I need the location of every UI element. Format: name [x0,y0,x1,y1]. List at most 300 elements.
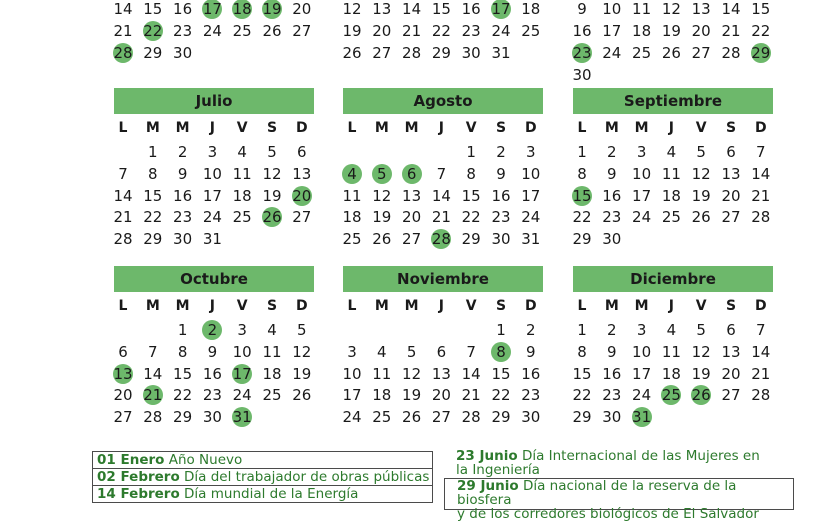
calendar-day: 3 [636,321,647,339]
month-title: Julio [114,88,314,114]
weekday-label: D [295,298,308,314]
calendar-day: 28 [461,408,481,427]
holiday-entry [92,485,433,503]
calendar-day: 29 [143,44,163,62]
calendar-day: 18 [661,186,681,205]
calendar-day: 29 [461,230,481,249]
calendar-day: 6 [118,342,128,361]
calendar-day: 23 [521,386,541,405]
weekday-label: L [347,120,357,136]
calendar-day: 19 [372,208,392,227]
calendar-day: 14 [402,0,422,18]
calendar-day: 29 [572,230,592,249]
calendar-day: 1 [148,143,158,161]
calendar-day: 18 [262,364,282,383]
calendar-day: 29 [173,408,193,427]
calendar-day: 19 [691,186,711,205]
calendar-day: 26 [402,408,422,427]
calendar-day: 4 [237,143,247,161]
calendar-day: 30 [602,230,622,249]
holiday-day: 26 [262,208,282,227]
calendar-day: 16 [491,186,511,205]
holiday-date: 01 Enero [97,452,165,468]
calendar-day: 2 [496,143,506,161]
calendar-day: 23 [602,208,622,227]
weekday-label: S [495,298,507,314]
calendar-day: 28 [143,408,163,427]
calendar-day: 9 [607,342,617,361]
calendar-day: 25 [632,44,652,62]
weekday-label: D [754,298,767,314]
calendar-day: 11 [232,164,252,183]
calendar-day: 20 [292,0,312,18]
calendar-day: 14 [461,364,481,383]
calendar-day: 24 [521,208,541,227]
weekday-label: M [604,120,619,136]
calendar-day: 6 [726,143,736,161]
holiday-date: 29 Junio [457,478,519,494]
weekday-label: M [404,120,419,136]
calendar-day: 16 [173,0,193,18]
calendar-day: 17 [202,186,222,205]
calendar-day: 15 [431,0,451,18]
calendar-day: 4 [666,143,677,161]
calendar-day: 26 [262,22,282,40]
calendar-day: 10 [632,164,652,183]
calendar-day: 17 [632,186,652,205]
calendar-day: 27 [113,408,133,427]
holiday-day: 26 [691,386,711,405]
calendar-day: 26 [661,44,681,62]
weekday-label: J [209,120,215,136]
weekday-label: D [524,298,537,314]
calendar-day: 7 [148,342,158,361]
calendar-day: 1 [577,321,587,339]
holiday-day: 17 [202,0,222,18]
calendar-day: 24 [491,22,511,40]
holiday-entry [456,449,786,477]
calendar-day: 24 [632,208,652,227]
calendar-day: 3 [347,342,357,361]
calendar-day: 14 [721,0,741,18]
calendar-day: 20 [372,22,392,40]
calendar-day: 9 [607,164,617,183]
calendar-day: 8 [466,164,476,183]
calendar-day: 7 [756,143,766,161]
calendar-day: 20 [721,364,741,383]
calendar-day: 13 [292,164,312,183]
weekday-label: L [577,120,587,136]
calendar-day: 20 [431,386,451,405]
calendar-day: 13 [431,364,451,383]
calendar-day: 25 [342,230,362,249]
calendar-day: 8 [577,164,587,183]
weekday-label: L [577,298,587,314]
calendar-day: 16 [173,186,193,205]
calendar-day: 22 [461,208,481,227]
calendar-day: 15 [173,364,193,383]
calendar-day: 27 [292,22,312,40]
holiday-day: 21 [143,386,163,405]
calendar-day: 21 [402,22,422,40]
calendar-day: 21 [113,208,133,227]
calendar-day: 9 [526,342,536,361]
calendar-day: 22 [751,22,771,40]
calendar-day: 30 [521,408,541,427]
calendar-day: 18 [661,364,681,383]
calendar-day: 13 [721,342,741,361]
calendar-day: 3 [207,143,218,161]
calendar-day: 24 [632,386,652,405]
calendar-day: 27 [721,386,741,405]
calendar-day: 14 [113,0,133,18]
calendar-day: 29 [572,408,592,427]
weekday-label: M [374,298,389,314]
calendar-day: 22 [143,208,163,227]
calendar-day: 30 [173,230,193,249]
calendar-day: 13 [691,0,711,18]
weekday-label: J [438,120,444,136]
weekday-label: D [295,120,308,136]
weekday-label: V [236,298,248,314]
holiday-day: 2 [202,320,222,340]
calendar-day: 14 [143,364,163,383]
calendar-day: 24 [202,208,222,227]
holiday-day: 8 [491,342,511,362]
calendar-day: 23 [202,386,222,405]
calendar-day: 18 [372,386,392,405]
calendar-day: 28 [113,230,133,249]
calendar-day: 20 [402,208,422,227]
calendar-day: 28 [751,208,771,227]
calendar-day: 30 [491,230,511,249]
calendar-day: 23 [602,386,622,405]
weekday-label: M [634,120,649,136]
calendar-day: 24 [602,44,622,62]
calendar-day: 21 [751,186,771,205]
calendar-day: 27 [402,230,422,249]
calendar-day: 8 [148,164,158,183]
calendar-day: 3 [636,143,647,161]
calendar-day: 9 [577,0,587,18]
holiday-entry [92,468,433,486]
calendar-day: 10 [342,364,362,383]
weekday-label: V [465,298,477,314]
calendar-day: 25 [372,408,392,427]
weekday-label: V [465,120,477,136]
calendar-day: 20 [113,386,133,405]
holiday-day: 5 [372,164,392,184]
calendar-day: 10 [632,342,652,361]
calendar-day: 28 [721,44,741,62]
calendar-day: 5 [696,321,706,339]
calendar-day: 6 [726,321,736,339]
weekday-label: J [209,298,215,314]
weekday-label: L [118,120,128,136]
calendar-day: 1 [466,143,476,161]
calendar-day: 22 [572,386,592,405]
weekday-label: S [266,298,278,314]
calendar-day: 14 [113,186,133,205]
weekday-label: M [145,298,160,314]
month-title: Agosto [343,88,543,114]
calendar-day: 23 [491,208,511,227]
weekday-label: L [118,298,128,314]
calendar-day: 26 [342,44,362,62]
calendar-day: 16 [521,364,541,383]
calendar-day: 15 [143,0,163,18]
holiday-day: 6 [402,164,422,184]
calendar-day: 30 [173,44,193,62]
calendar-day: 7 [118,164,128,183]
calendar-day: 13 [372,0,392,18]
calendar-day: 11 [372,364,392,383]
calendar-day: 19 [402,386,422,405]
calendar-day: 29 [491,408,511,427]
calendar-day: 22 [431,22,451,40]
calendar-day: 5 [267,143,277,161]
calendar-day: 11 [661,164,681,183]
calendar-day: 13 [402,186,422,205]
calendar-day: 4 [666,321,677,339]
calendar-day: 15 [461,186,481,205]
calendar-day: 25 [661,208,681,227]
calendar-day: 17 [632,364,652,383]
calendar-day: 30 [572,66,592,84]
calendar-day: 19 [292,364,312,383]
holiday-entry [444,478,794,522]
calendar-day: 17 [342,386,362,405]
holiday-day: 13 [113,364,133,383]
calendar-day: 1 [496,321,506,339]
calendar-day: 2 [526,321,536,339]
calendar-day: 25 [232,208,252,227]
calendar-day: 12 [402,364,422,383]
calendar-day: 11 [262,342,282,361]
holiday-name: Día mundial de la Energía [184,486,359,502]
calendar-day: 27 [691,44,711,62]
calendar-day: 11 [661,342,681,361]
calendar-day: 21 [721,22,741,40]
calendar-day: 12 [342,0,362,18]
calendar-day: 17 [521,186,541,205]
holiday-entry [92,451,433,469]
calendar-day: 17 [602,22,622,40]
calendar-day: 27 [721,208,741,227]
calendar-day: 26 [372,230,392,249]
weekday-label: M [404,298,419,314]
calendar-day: 5 [297,321,307,339]
weekday-label: J [438,298,444,314]
calendar-day: 16 [572,22,592,40]
calendar-day: 27 [292,208,312,227]
holiday-name-line2: la Ingeniería [456,462,540,478]
calendar-day: 28 [402,44,422,62]
calendar-day: 15 [143,186,163,205]
calendar-day: 24 [342,408,362,427]
holiday-date: 14 Febrero [97,486,180,502]
holiday-day: 22 [143,22,163,40]
holiday-day: 29 [751,44,771,62]
calendar-day: 11 [342,186,362,205]
holiday-name-line2: y de los corredores biológicos de El Salvador [457,506,759,522]
weekday-label: V [695,298,707,314]
calendar-day: 8 [177,342,188,361]
calendar-day: 11 [632,0,652,18]
calendar-day: 9 [177,164,188,183]
calendar-day: 19 [661,22,681,40]
weekday-label: S [266,120,278,136]
calendar-day: 19 [691,364,711,383]
calendar-day: 16 [202,364,222,383]
calendar-day: 24 [202,22,222,40]
calendar-day: 31 [202,230,222,249]
calendar-day: 2 [607,143,617,161]
calendar-day: 14 [751,342,771,361]
weekday-label: D [754,120,767,136]
calendar-day: 9 [496,164,506,183]
calendar-day: 18 [521,0,541,18]
calendar-day: 12 [691,164,711,183]
calendar-day: 6 [297,143,307,161]
calendar-day: 24 [232,386,252,405]
calendar-day: 19 [342,22,362,40]
calendar-day: 29 [143,230,163,249]
calendar-day: 28 [751,386,771,405]
calendar-day: 31 [521,230,541,249]
calendar-day: 26 [691,208,711,227]
weekday-label: M [175,120,190,136]
calendar-day: 22 [491,386,511,405]
holiday-name: Día del trabajador de obras públicas [184,469,430,485]
calendar-day: 30 [202,408,222,427]
holiday-day: 28 [431,230,451,249]
calendar-day: 15 [491,364,511,383]
weekday-label: M [604,298,619,314]
calendar-day: 6 [436,342,447,361]
calendar-day: 4 [267,321,277,339]
calendar-day: 16 [602,364,622,383]
calendar-day: 15 [751,0,771,18]
holiday-day: 17 [491,0,511,18]
weekday-label: S [495,120,507,136]
calendar-day: 18 [232,186,252,205]
holiday-date: 23 Junio [456,448,518,464]
calendar-day: 4 [377,342,387,361]
calendar-day: 10 [521,164,541,183]
calendar-day: 8 [577,342,587,361]
holiday-day: 18 [232,0,252,18]
holiday-date: 02 Febrero [97,469,180,485]
calendar-day: 21 [113,22,133,40]
calendar-day: 1 [577,143,587,161]
calendar-day: 10 [202,164,222,183]
weekday-label: M [145,120,160,136]
holiday-day: 19 [262,0,282,18]
calendar-day: 7 [466,342,476,361]
weekday-label: J [668,120,674,136]
holiday-day: 4 [342,164,362,184]
holiday-day: 23 [572,44,592,62]
calendar-day: 9 [207,342,218,361]
calendar-day: 3 [237,321,247,339]
calendar-day: 20 [691,22,711,40]
holiday-name: Día Internacional de las Mujeres en [521,448,760,464]
calendar-day: 30 [602,408,622,427]
holiday-day: 15 [572,186,592,205]
calendar-day: 12 [661,0,681,18]
calendar-day: 10 [602,0,622,18]
holiday-day: 20 [292,186,312,205]
weekday-label: V [695,120,707,136]
weekday-label: M [175,298,190,314]
calendar-day: 2 [607,321,617,339]
calendar-day: 27 [431,408,451,427]
calendar-day: 12 [691,342,711,361]
calendar-day: 12 [372,186,392,205]
holiday-name: Día nacional de la reserva de la biosfera [457,478,737,508]
holiday-day: 17 [232,364,252,383]
calendar-day: 18 [632,22,652,40]
calendar-day: 29 [431,44,451,62]
holiday-day: 31 [632,408,652,427]
calendar-day: 22 [572,208,592,227]
weekday-label: M [374,120,389,136]
calendar-day: 12 [262,164,282,183]
weekday-label: D [524,120,537,136]
month-title: Septiembre [573,88,773,114]
weekday-label: L [347,298,357,314]
holiday-day: 31 [232,408,252,427]
calendar-day: 7 [756,321,766,339]
weekday-label: V [236,120,248,136]
calendar-day: 10 [232,342,252,361]
calendar-day: 5 [406,342,417,361]
holiday-day: 28 [113,44,133,62]
month-title: Diciembre [573,266,773,292]
month-title: Noviembre [343,266,543,292]
calendar-day: 22 [173,386,193,405]
calendar-day: 16 [602,186,622,205]
calendar-day: 16 [461,0,481,18]
calendar-day: 3 [526,143,536,161]
weekday-label: M [634,298,649,314]
calendar-day: 25 [521,22,541,40]
month-title: Octubre [114,266,314,292]
calendar-day: 14 [431,186,451,205]
calendar-day: 30 [461,44,481,62]
calendar-day: 12 [292,342,312,361]
calendar-day: 1 [177,321,188,339]
calendar-day: 7 [436,164,447,183]
weekday-label: S [725,298,737,314]
calendar-day: 25 [262,386,282,405]
calendar-day: 2 [177,143,188,161]
calendar-day: 21 [461,386,481,405]
calendar-day: 13 [721,164,741,183]
calendar-day: 26 [292,386,312,405]
calendar-day: 31 [491,44,511,62]
calendar-day: 21 [431,208,451,227]
calendar-day: 23 [173,208,193,227]
calendar-day: 23 [461,22,481,40]
calendar-day: 19 [262,186,282,205]
calendar-day: 20 [721,186,741,205]
weekday-label: J [668,298,674,314]
weekday-label: S [725,120,737,136]
calendar-day: 25 [232,22,252,40]
holiday-day: 25 [661,386,681,405]
